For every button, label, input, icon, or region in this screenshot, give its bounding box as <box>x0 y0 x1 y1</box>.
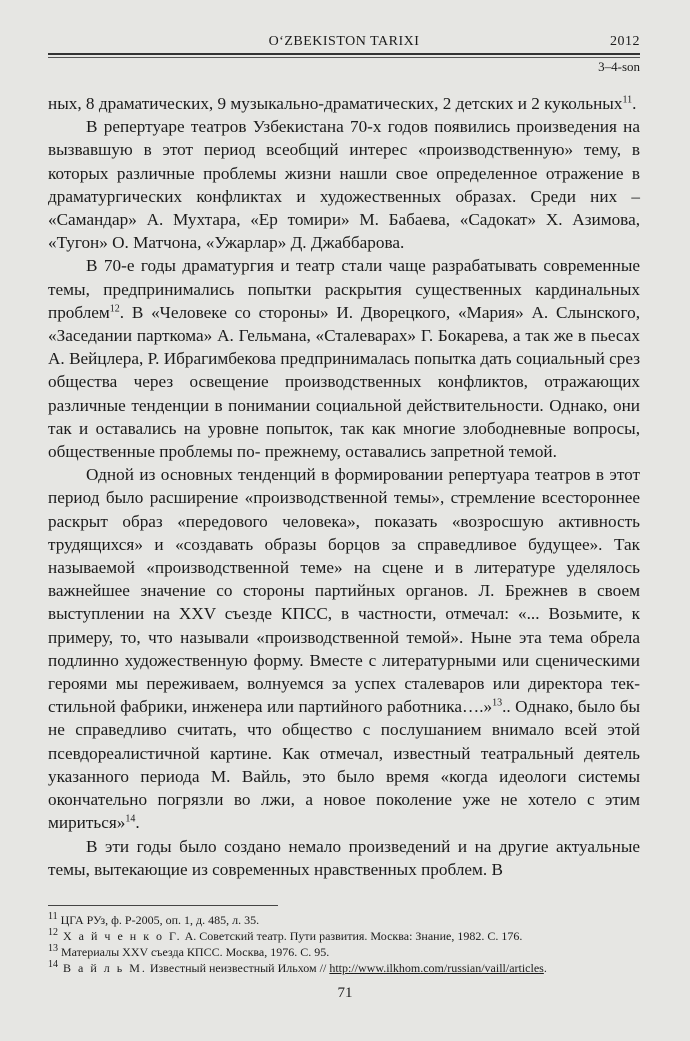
footnote-ref[interactable]: 12 <box>109 303 120 315</box>
footnote-number: 13 <box>48 943 58 954</box>
footnote-rule <box>48 905 278 906</box>
paragraph-text: В репертуаре театров Узбекистана 70-х годов появились произведения на вызвавшую в этот период всеобщий интерес «производственную» тему, в которых различные проблемы жизни нашли свое определенное отражение в драматургических конфликтах и художественных образах. Среди них – «Самандар» А. Мухтара, «Ер томири» М. Бабаева, «Садокат» Х. Азимова, «Тугон» О. Матчона, «Ужарлар» Д. Джаббарова. <box>48 117 640 253</box>
footnote <box>48 912 640 928</box>
journal-year: 2012 <box>610 34 640 49</box>
paragraph-text: Одной из основных тенденций в формировании репертуара театров в этот период было расширение «производственной темы», стремление всестороннее раскрыт образ «передового человека», показать «возросшую активность трудящихся» и «создавать образы борцов за справедливое будущее». Так называемой «производственной теме» на сцене и в литературе уделялось важнейшее значение со стороны партийных органов. Л. Брежнев в своем выступлении на XXV съезде КПСС, в частности, отмечал: «... Возьмите, к примеру, то, что называли «производственной темой». Ныне эта тема обрела подлинно художественную форму. Вместе с литературными или сценическими героями мы переживаем, волнуемся за успех сталеваров или директора текстильной фабрики, инженера или партийного работника….» <box>48 465 640 717</box>
footnote-text: Известный неизвестный Ильхом // <box>146 961 330 975</box>
footnote <box>48 960 640 976</box>
journal-title: O‘ZBEKISTON TARIXI <box>268 34 420 49</box>
paragraph-text: ных, 8 драматических, 9 музыкально-драматических, 2 детских и 2 кукольных <box>48 94 623 113</box>
paragraph-text: .. Однако, было бы не справедливо считать, что общество с послушанием внимало всей этой псевдореалистичной картине. Как отмечал, известный театральный деятель указанного периода М. Вайль, это было время «когда идеологи системы окончательно погрязли во лжи, а новое поколение уже не хотело с этим мириться» <box>48 697 641 833</box>
header-rule <box>48 53 640 55</box>
paragraph-text: . <box>135 813 140 833</box>
footnote-link[interactable]: http://www.ilkhom.com/russian/vaill/articles <box>329 961 544 975</box>
running-header <box>48 34 640 54</box>
paragraph <box>48 463 640 834</box>
header-rule-thin <box>48 57 640 58</box>
paragraph <box>48 835 640 881</box>
footnote <box>48 928 640 944</box>
paragraph <box>48 254 640 463</box>
article-body <box>48 92 640 881</box>
page-number: 71 <box>337 985 353 1001</box>
paragraph-text: . В «Человеке со стороны» И. Дворецкого, «Мария» А. Слынского, «Заседании парткома» А. Гельмана, «Сталеварах» Г. Бокарева, а так же в пьесах А. Вейцлера, Р. Ибрагимбекова предпринималась попытка дать социальный срез общества через освещение производственных конфликтов, отражающих различные тенденции в понимании социальной действительности. Однако, они так и оставались на уровне попыток, так как многие злободневные вопросы, общественные проблемы по- прежнему, оставались запретной темой. <box>48 302 640 462</box>
footnote-text-end: . <box>543 961 547 975</box>
paragraph-text: . <box>632 94 637 113</box>
paragraph <box>48 92 640 115</box>
footnote-author: В а й л ь М. <box>58 961 147 975</box>
footnote-author: Х а й ч е н к о Г. <box>58 929 182 943</box>
footnote <box>48 944 640 960</box>
paragraph-text: В 70-е годы драматургия и театр стали чаще разрабатывать современные темы, предпринимались попытки раскрытия существенных кардинальных проблем <box>48 256 640 322</box>
footnote-text: ЦГА РУз, ф. Р-2005, оп. 1, д. 485, л. 35. <box>57 913 260 927</box>
issue-number: 3–4-son <box>598 59 640 74</box>
footnote-ref[interactable]: 13 <box>492 697 503 709</box>
paragraph-text: В эти годы было создано немало произведений и на другие актуальные темы, вытекающие из современных нравственных проблем. В <box>48 836 640 879</box>
paragraph <box>48 115 640 254</box>
footnote-text: Материалы XXV съезда КПСС. Москва, 1976. С. 95. <box>58 945 330 959</box>
footnote-ref[interactable]: 11 <box>622 94 633 106</box>
footnote-text: А. Советский театр. Пути развития. Москва: Знание, 1982. С. 176. <box>181 929 523 943</box>
footnote-number: 12 <box>48 927 58 938</box>
footnote-number: 14 <box>48 959 58 970</box>
footnote-number: 11 <box>48 911 58 922</box>
footnote-ref[interactable]: 14 <box>125 813 136 825</box>
footnotes <box>48 912 640 976</box>
